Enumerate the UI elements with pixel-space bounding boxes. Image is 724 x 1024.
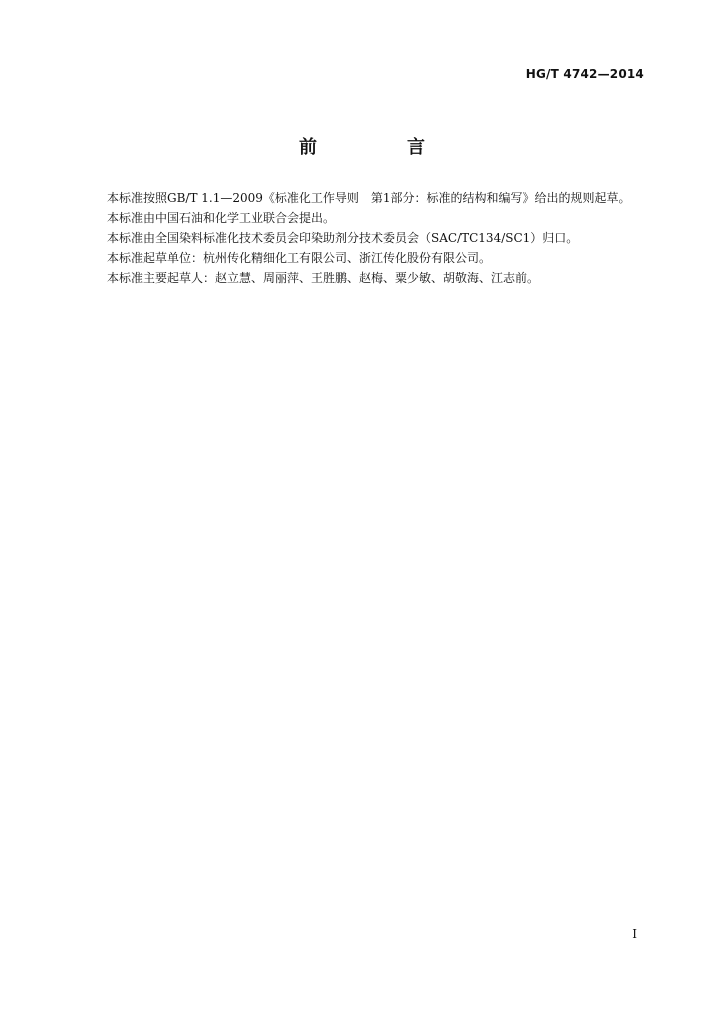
page-number: I: [632, 927, 637, 941]
paragraph-proposer: 本标准由中国石油和化学工业联合会提出。: [107, 211, 336, 225]
paragraph-drafters: 本标准主要起草人：赵立慧、周丽萍、王胜鹏、赵梅、粟少敏、胡敬海、江志前。: [107, 271, 540, 285]
standard-code: HG/T 4742—2014: [525, 67, 644, 81]
page-title: 前 言: [299, 137, 461, 158]
paragraph-drafting-rules: 本标准按照GB/T 1.1—2009《标准化工作导则 第1部分：标准的结构和编写》给出的规则起草。: [107, 191, 631, 205]
paragraph-drafting-organizations: 本标准起草单位：杭州传化精细化工有限公司、浙江传化股份有限公司。: [107, 251, 492, 265]
paragraph-technical-committee: 本标准由全国染料标准化技术委员会印染助剂分技术委员会（SAC/TC134/SC1）归口。: [107, 231, 579, 245]
preface-body: [83, 188, 644, 288]
